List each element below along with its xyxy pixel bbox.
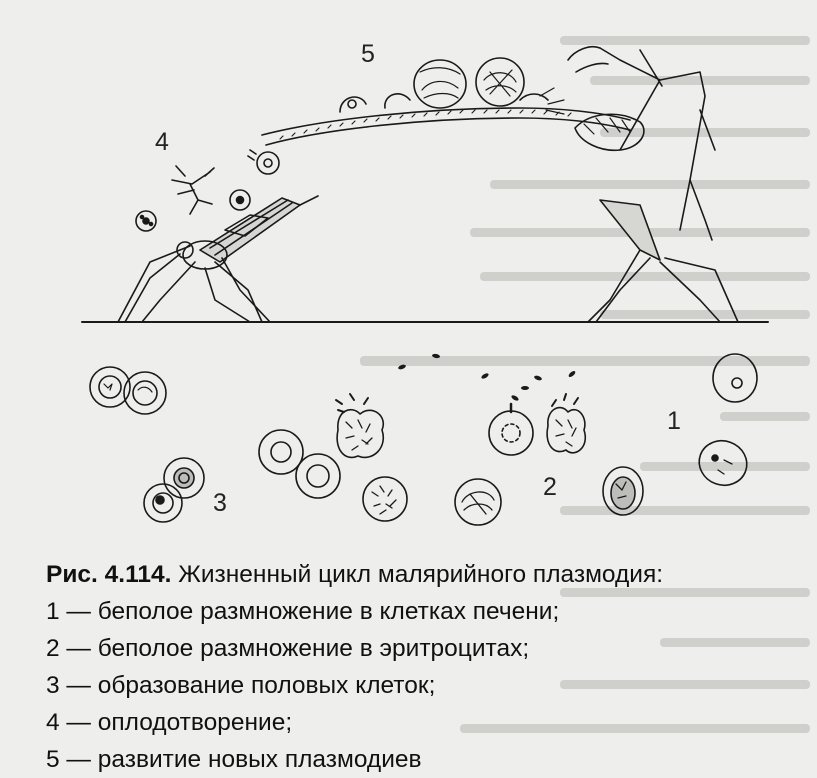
- caption-legend-list: [46, 593, 806, 778]
- caption-title-line: [46, 556, 806, 593]
- stage-5-label: 5: [361, 40, 375, 68]
- stage-1-label: 1: [667, 407, 681, 435]
- caption-item-3: 3 — образование половых клеток;: [46, 672, 436, 699]
- left-mosquito-drawing: [118, 196, 318, 322]
- stage-2-label: 2: [543, 473, 557, 501]
- caption-item-4: 4 — оплодотворение;: [46, 709, 293, 736]
- stage-4-label: 4: [155, 128, 169, 156]
- caption-item-5: 5 — развитие новых плазмодиев: [46, 746, 422, 773]
- blood-cells-group: [90, 353, 757, 525]
- right-mosquito-drawing: [568, 47, 738, 322]
- figure-caption: [46, 556, 806, 778]
- figure-number: Рис. 4.114.: [46, 561, 172, 588]
- stomach-wall-with-oocysts: [262, 58, 630, 145]
- stage-3-label: 3: [213, 489, 227, 517]
- caption-title: Жизненный цикл малярийного плазмодия:: [178, 561, 664, 588]
- caption-item-2: 2 — беполое размножение в эритроцитах;: [46, 635, 530, 662]
- caption-item-1: 1 — беполое размножение в клетках печени;: [46, 598, 560, 625]
